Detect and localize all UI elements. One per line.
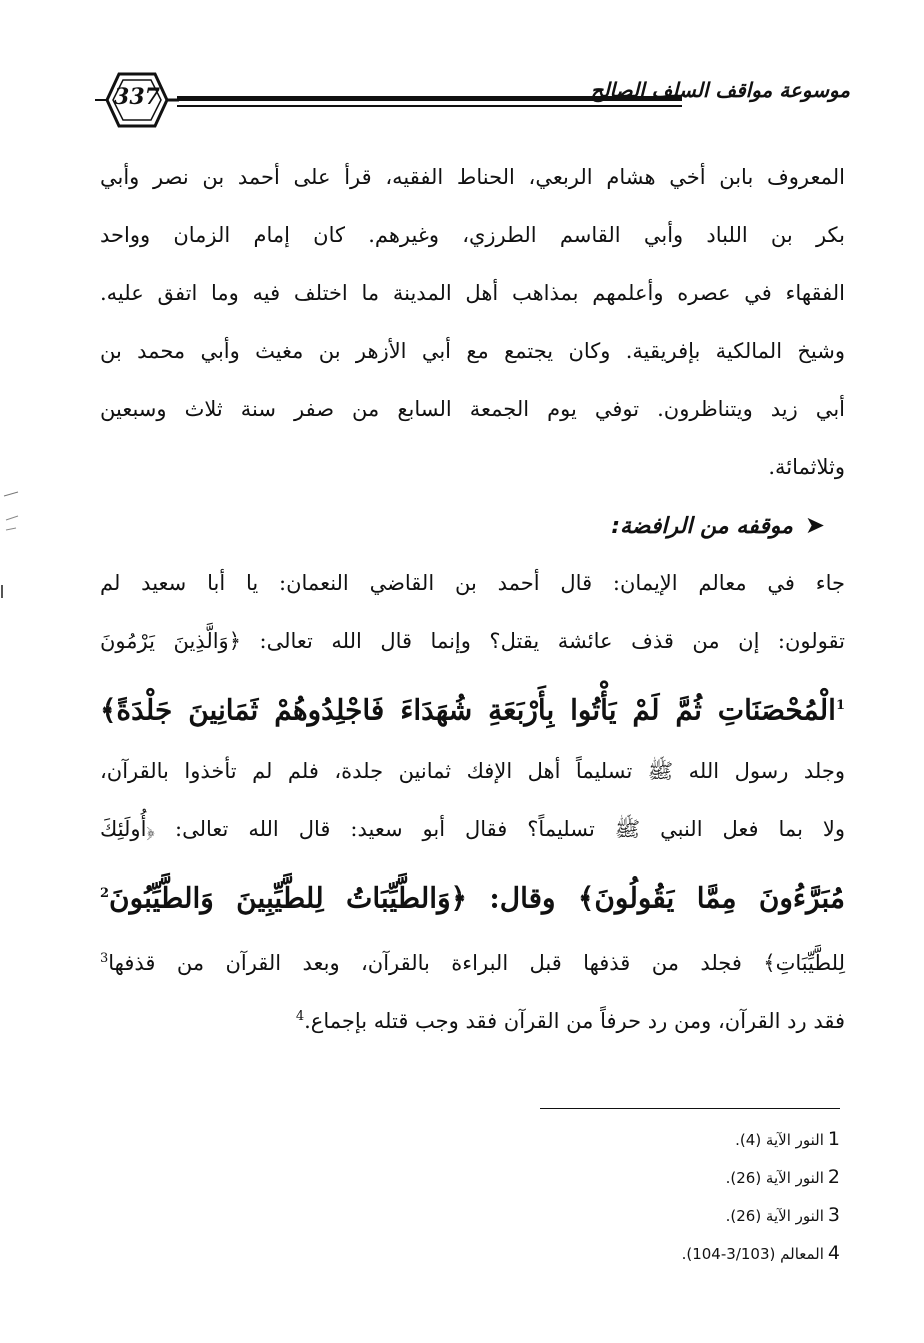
- section-heading: [100, 496, 845, 554]
- header-rule-thin: [177, 105, 682, 107]
- footnote-ref: 4: [295, 1009, 305, 1024]
- footnote-item: [540, 1120, 840, 1158]
- footnote-item: [540, 1158, 840, 1196]
- text-line-content: فقد رد القرآن، ومن رد حرفاً من القرآن فقد وجب قتله بإجماع.: [304, 1009, 845, 1033]
- footnote-item: [540, 1234, 840, 1272]
- text-line: الفقهاء في عصره وأعلمهم بمذاهب أهل المدينة ما اختلف فيه وما اتفق عليه.: [100, 281, 845, 305]
- text-line: [100, 930, 845, 988]
- footnotes: [540, 1120, 840, 1272]
- footnote-item: [540, 1196, 840, 1234]
- page-number-badge: [95, 66, 179, 134]
- footnote-text: النور الآية (4).: [735, 1131, 824, 1149]
- quran-verse-text: الْمُحْصَنَاتِ ثُمَّ لَمْ يَأْتُوا بِأَرْبَعَةِ شُهَدَاءَ فَاجْلِدُوهُمْ ثَمَانِينَ جَلْدَةً﴾: [100, 693, 836, 727]
- text-line: [100, 988, 845, 1046]
- quran-verse-text: مُبَرَّءُونَ مِمَّا يَقُولُونَ﴾ وقال: ﴿وَالطَّيِّبَاتُ لِلطَّيِّبِينَ وَالطَّيِّبُونَ: [109, 881, 845, 915]
- text-line: بكر بن اللباد وأبي القاسم الطرزي، وغيرهم. كان إمام الزمان وواحد: [100, 223, 845, 247]
- footnote-ref: 2: [100, 886, 110, 901]
- text-line: وثلاثمائة.: [768, 455, 845, 479]
- text-line: وشيخ المالكية بإفريقية. وكان يجتمع مع أبي الأزهر بن مغيث وأبي محمد بن: [100, 339, 845, 363]
- footnote-text: النور الآية (26).: [725, 1207, 824, 1225]
- footnote-ref: 3: [100, 951, 109, 966]
- text-line: جاء في معالم الإيمان: قال أحمد بن القاضي النعمان: يا أبا سعيد لم: [100, 571, 845, 595]
- footnote-number: 3: [827, 1204, 840, 1226]
- footnote-text: النور الآية (26).: [725, 1169, 824, 1187]
- text-line-content: لِلطَّيِّبَاتِ﴾ فجلد من قذفها قبل البراءة بالقرآن، وبعد القرآن من قذفها: [108, 951, 845, 975]
- quran-verse-line: [100, 670, 845, 742]
- text-line: وجلد رسول الله ﷺ تسليماً أهل الإفك ثمانين جلدة، فلم لم تأخذوا بالقرآن،: [100, 759, 845, 783]
- book-title: موسوعة مواقف السلف الصالح: [590, 78, 850, 102]
- text-line: تقولون: إن من قذف عائشة يقتل؟ وإنما قال الله تعالى: ﴿وَالَّذِينَ يَرْمُونَ: [100, 629, 845, 653]
- quran-verse-line: [100, 858, 845, 930]
- footnote-number: 2: [827, 1166, 840, 1188]
- footnote-separator: [540, 1108, 840, 1109]
- text-line: ولا بما فعل النبي ﷺ تسليماً؟ فقال أبو سعيد: قال الله تعالى: ﴿أُولَئِكَ: [100, 817, 845, 841]
- scan-margin-marks: [0, 490, 24, 600]
- text-line: أبي زيد ويتناظرون. توفي يوم الجمعة السابع من صفر سنة ثلاث وسبعين: [100, 397, 845, 421]
- main-text: [100, 148, 845, 1046]
- footnote-ref: 1: [835, 698, 845, 713]
- arrow-left-icon: ➤: [804, 511, 825, 539]
- footnote-text: المعالم (3/103-104).: [681, 1245, 824, 1263]
- section-heading-text: موقفه من الرافضة:: [611, 514, 793, 539]
- footnote-number: 1: [827, 1128, 840, 1150]
- page-number: 337: [114, 84, 160, 110]
- page-header: [95, 62, 850, 142]
- footnote-number: 4: [827, 1242, 840, 1264]
- text-line: المعروف بابن أخي هشام الربعي، الحناط الفقيه، قرأ على أحمد بن نصر وأبي: [100, 165, 845, 189]
